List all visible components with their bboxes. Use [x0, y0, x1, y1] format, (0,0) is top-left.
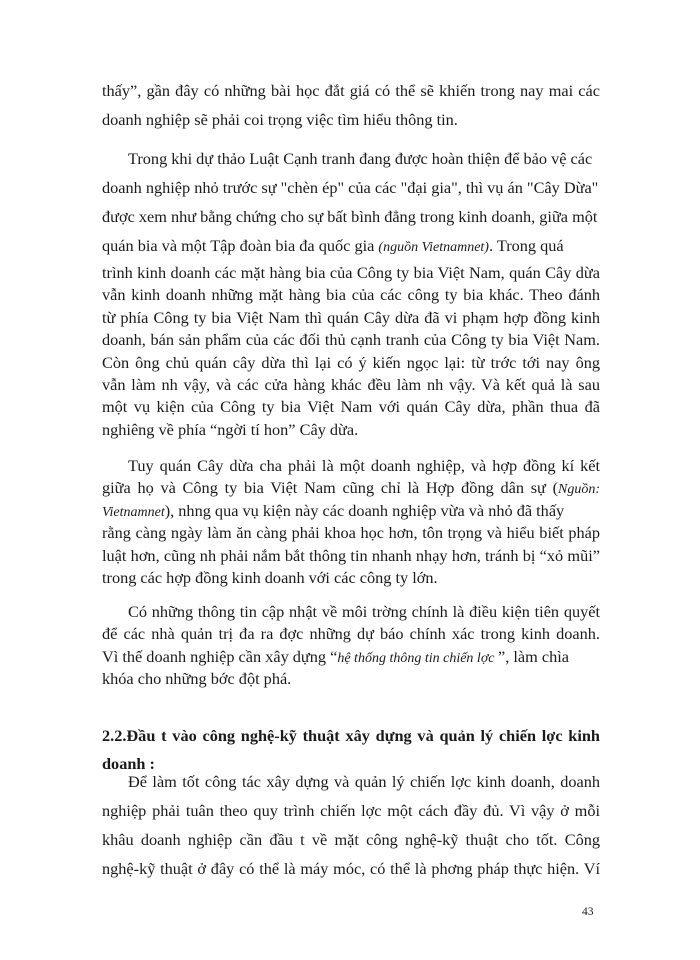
paragraph-4	[102, 601, 600, 691]
paragraph-2	[102, 144, 600, 260]
text-line: nghiêng về phía “ngời tí hon” Cây dừa.	[102, 419, 359, 439]
text-line: từ phía Công ty bia Việt Nam thì quán Cây dừa đã vi phạm hợp đồng kinh	[102, 307, 600, 327]
text-segment: ”, làm chìa	[498, 646, 569, 666]
source-citation: Nguồn:	[558, 482, 600, 498]
text-line: khóa cho những bớc đột phá.	[102, 669, 292, 689]
text-segment: ), nhng qua vụ kiện này các doanh nghiệp vừa và nhỏ đã thấy	[164, 500, 565, 520]
text-line: vẫn kinh doanh những mặt hàng bia của các công ty bia khác. Theo đánh	[102, 285, 600, 305]
text-segment: quán bia và một Tập đoàn bia đa quốc gia	[102, 236, 375, 255]
text-segment: . Trong quá	[488, 236, 564, 255]
text-line: nghệ-kỹ thuật ở đây có thể là máy móc, có thể là phơng pháp thực hiện. Ví	[102, 859, 600, 878]
text-line: nghiệp phải tuân theo quy trình chiến lợc một cách đầy đủ. Vì vậy ở mỗi	[102, 801, 600, 820]
text-line: khâu doanh nghiệp cần đầu t về mặt công nghệ-kỹ thuật cho tốt. Công	[102, 830, 600, 849]
text-line: doanh nghiệp nhỏ trước sự "chèn ép" của các "đại gia", thì vụ án "Cây Dừa"	[102, 178, 599, 197]
text-line: vẫn làm nh vậy, và các cửa hàng khác đều làm nh vậy. Và kết quả là sau	[102, 374, 600, 394]
text-line: doanh, bán sản phẩm của các đối thủ cạnh tranh của Công ty bia Việt Nam.	[102, 330, 600, 350]
text-line: Để làm tốt công tác xây dựng và quản lý chiến lợc kinh doanh, doanh	[128, 772, 600, 791]
paragraph-2-continued	[102, 262, 600, 441]
source-citation: Vietnamnet	[102, 504, 165, 520]
text-line	[102, 500, 600, 522]
text-line: doanh nghiệp sẽ phải coi trọng việc tìm hiểu thông tin.	[102, 110, 458, 129]
paragraph-5	[102, 767, 600, 883]
paragraph-1	[102, 76, 600, 134]
text-line: Trong khi dự thảo Luật Cạnh tranh đang được hoàn thiện để bảo vệ các	[128, 149, 593, 168]
text-line: một vụ kiện của Công ty bia Việt Nam với quán Cây dừa, phần thua đã	[102, 397, 600, 417]
paragraph-3	[102, 455, 600, 589]
text-line: để các nhà quản trị đa ra đợc những dự báo chính xác trong kinh doanh.	[102, 624, 600, 644]
text-line	[102, 646, 600, 668]
text-segment: Vì thế doanh nghiệp cần xây dựng “	[102, 646, 338, 666]
text-line: được xem như bằng chứng cho sự bất bình đẳng trong kinh doanh, giữa một	[102, 207, 598, 226]
text-line: luật hơn, cũng nh phải nắm bắt thông tin nhanh nhạy hơn, tránh bị “xỏ mũi”	[102, 545, 600, 565]
text-line: Tuy quán Cây dừa cha phải là một doanh nghiệp, và hợp đồng kí kết	[128, 456, 600, 475]
text-line: trong các hợp đồng kinh doanh với các công ty lớn.	[102, 567, 438, 587]
text-line: Còn ông chủ quán cây dừa thì lại có ý kiến ngọc lại: từ trớc tới nay ông	[102, 352, 600, 372]
page-number: 43	[582, 906, 594, 918]
text-segment: giữa họ và Công ty bia Việt Nam cũng chỉ là Hợp đồng dân sự (	[102, 478, 558, 498]
emphasized-term: hệ thống thông tin chiến lợc	[337, 650, 499, 666]
text-line: Có những thông tin cập nhật về môi trờng chính là điều kiện tiên quyết	[128, 602, 600, 621]
text-line: trình kinh doanh các mặt hàng bia của Công ty bia Việt Nam, quán Cây dừa	[102, 263, 600, 282]
text-line: thấy”, gần đây có những bài học đắt giá có thể sẽ khiến trong nay mai các	[102, 81, 600, 100]
text-line	[102, 231, 600, 260]
heading-line: 2.2.Đầu t vào công nghệ-kỹ thuật xây dựng và quản lý chiến lợc kinh	[102, 726, 600, 745]
text-line: rằng càng ngày làm ăn càng phải khoa học hơn, tôn trọng và hiểu biết pháp	[102, 523, 600, 543]
source-citation: (nguồn Vietnamnet)	[378, 240, 489, 255]
heading-line: doanh :	[102, 754, 155, 773]
text-line	[102, 477, 600, 499]
